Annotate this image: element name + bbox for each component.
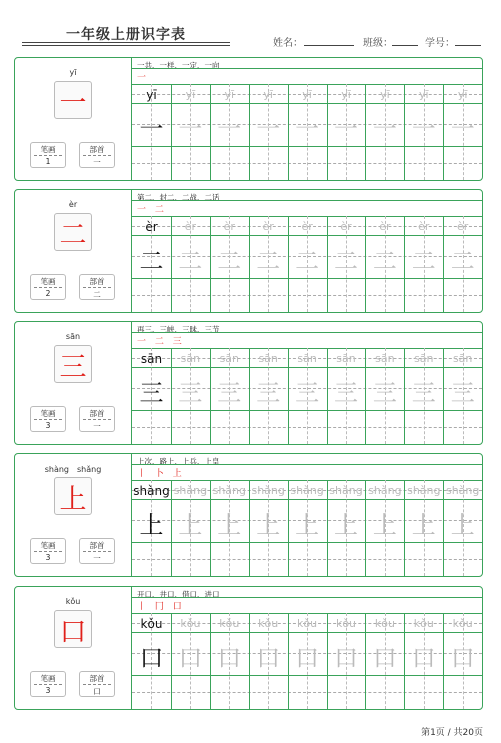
- stroke-order: 丨 冂 口: [137, 602, 185, 612]
- stroke-label: 笔画: [40, 674, 56, 683]
- example-words: 再三、三峡、三昧、三节: [137, 325, 220, 334]
- practice-pinyin: kǒu: [219, 617, 240, 630]
- char-display-box: [54, 477, 92, 515]
- main-character: 口: [59, 616, 87, 648]
- practice-pinyin: kǒu: [180, 617, 201, 630]
- practice-pinyin: shàng: [445, 484, 480, 497]
- char-pinyin: shàng shǎng: [44, 465, 102, 474]
- practice-pinyin: shàng: [251, 484, 285, 497]
- radical-label: 部首: [89, 277, 105, 286]
- char-info-panel: [15, 190, 132, 312]
- stroke-count: 1: [45, 157, 51, 166]
- practice-pinyin: yī: [146, 88, 157, 102]
- practice-character[interactable]: 一: [217, 115, 242, 143]
- char-display-box: [54, 81, 92, 119]
- practice-pinyin: èr: [457, 220, 469, 233]
- practice-pinyin: yī: [341, 88, 351, 101]
- practice-character[interactable]: 上: [217, 511, 242, 539]
- practice-pinyin: kǒu: [297, 617, 318, 630]
- character-card: [14, 586, 483, 710]
- radical-label: 部首: [89, 674, 105, 683]
- practice-character[interactable]: 二: [217, 247, 242, 275]
- practice-character[interactable]: 三: [411, 379, 436, 407]
- practice-pinyin: kǒu: [335, 617, 357, 630]
- main-character: 一: [59, 87, 87, 119]
- practice-character[interactable]: 上: [295, 511, 320, 539]
- practice-character[interactable]: 一: [372, 115, 397, 143]
- practice-character[interactable]: 口: [450, 644, 475, 672]
- practice-pinyin: sān: [375, 352, 395, 365]
- practice-character[interactable]: 上: [139, 511, 164, 539]
- practice-pinyin: sān: [336, 352, 356, 365]
- practice-pinyin: shàng: [173, 484, 208, 497]
- stroke-label: 笔画: [40, 541, 56, 550]
- practice-character[interactable]: 口: [178, 644, 203, 672]
- name-field[interactable]: [304, 45, 354, 46]
- stroke-count-box: [30, 142, 66, 168]
- practice-character[interactable]: 上: [411, 511, 436, 539]
- title-underline-2: [22, 45, 230, 46]
- example-words: 第二、封二、二战、二话: [137, 193, 220, 202]
- practice-character[interactable]: 二: [450, 247, 475, 275]
- practice-character[interactable]: 一: [450, 115, 475, 143]
- practice-character[interactable]: 三: [139, 379, 164, 407]
- grid-line: [132, 200, 482, 201]
- practice-pinyin: èr: [340, 220, 352, 233]
- stroke-count: 2: [45, 289, 51, 298]
- practice-character[interactable]: 二: [256, 247, 281, 275]
- char-info-panel: [15, 587, 132, 709]
- practice-pinyin: èr: [262, 220, 274, 233]
- practice-character[interactable]: 口: [139, 644, 164, 672]
- practice-pinyin: yī: [224, 88, 235, 101]
- radical-value: 口: [93, 687, 101, 696]
- practice-character[interactable]: 一: [295, 115, 320, 143]
- practice-pinyin: sān: [219, 352, 240, 365]
- practice-character[interactable]: 三: [372, 379, 397, 407]
- practice-character[interactable]: 二: [334, 247, 358, 275]
- example-words: 开口、井口、借口、进口: [137, 590, 220, 599]
- radical-box: [79, 671, 115, 697]
- id-label: 学号：: [425, 38, 455, 49]
- radical-label: 部首: [89, 145, 105, 154]
- page-footer: 第1页 / 共20页: [421, 728, 483, 738]
- practice-pinyin: shàng: [329, 484, 363, 497]
- practice-pinyin: kǒu: [413, 617, 434, 630]
- practice-pinyin: yī: [457, 88, 468, 101]
- class-field[interactable]: [392, 45, 418, 46]
- worksheet-title: 一年级上册识字表: [66, 27, 186, 43]
- char-pinyin: sān: [65, 332, 81, 341]
- practice-character[interactable]: 三: [256, 379, 281, 407]
- stroke-order: 一: [137, 73, 150, 83]
- char-info-panel: [15, 58, 132, 180]
- main-character: 三: [59, 351, 87, 383]
- stroke-label: 笔画: [40, 409, 56, 418]
- radical-value: 二: [93, 290, 101, 299]
- practice-pinyin: shàng: [407, 484, 441, 497]
- practice-character[interactable]: 二: [178, 247, 203, 275]
- practice-pinyin: sān: [414, 352, 434, 365]
- practice-pinyin: kǒu: [258, 617, 279, 630]
- practice-character[interactable]: 口: [256, 644, 281, 672]
- char-display-box: [54, 345, 92, 383]
- practice-character[interactable]: 口: [372, 644, 397, 672]
- practice-character[interactable]: 上: [178, 511, 203, 539]
- practice-pinyin: yī: [380, 88, 390, 101]
- char-pinyin: èr: [68, 200, 78, 209]
- practice-character[interactable]: 口: [334, 644, 358, 672]
- stroke-label: 笔画: [40, 145, 56, 154]
- char-info-panel: [15, 322, 132, 444]
- example-words: 一共、一样、一定、一向: [137, 61, 220, 70]
- practice-character[interactable]: 二: [411, 247, 436, 275]
- practice-pinyin: yī: [185, 88, 196, 101]
- stroke-order: 一 二: [137, 205, 167, 215]
- character-card: [14, 57, 483, 181]
- practice-pinyin: shàng: [133, 484, 170, 498]
- practice-pinyin: shàng: [368, 484, 402, 497]
- stroke-count: 3: [45, 686, 51, 695]
- practice-character[interactable]: 口: [217, 644, 242, 672]
- practice-character[interactable]: 三: [334, 379, 358, 407]
- grid-line: [132, 68, 482, 69]
- practice-character[interactable]: 口: [411, 644, 436, 672]
- practice-character[interactable]: 一: [178, 115, 203, 143]
- char-display-box: [54, 610, 92, 648]
- practice-character[interactable]: 上: [450, 511, 475, 539]
- char-pinyin: yī: [69, 68, 77, 77]
- character-card: [14, 321, 483, 445]
- character-card: [14, 189, 483, 313]
- char-pinyin: kǒu: [65, 597, 81, 606]
- char-display-box: [54, 213, 92, 251]
- grid-line: [132, 464, 482, 465]
- practice-pinyin: shàng: [290, 484, 324, 497]
- practice-pinyin: èr: [379, 220, 391, 233]
- practice-pinyin: yī: [263, 88, 273, 101]
- name-label: 姓名：: [273, 38, 303, 49]
- practice-pinyin: yī: [419, 88, 429, 101]
- practice-character[interactable]: 一: [139, 115, 164, 143]
- practice-character[interactable]: 三: [178, 379, 203, 407]
- stroke-order: 一 二 三: [137, 337, 185, 347]
- practice-pinyin: sān: [297, 352, 317, 365]
- id-field[interactable]: [455, 45, 481, 46]
- stroke-count-box: [30, 671, 66, 697]
- main-character: 上: [59, 483, 87, 515]
- practice-pinyin: kǒu: [374, 617, 395, 630]
- radical-box: [79, 274, 115, 300]
- class-label: 班级：: [363, 38, 393, 49]
- stroke-count: 3: [45, 421, 51, 430]
- practice-character[interactable]: 上: [256, 511, 281, 539]
- practice-pinyin: sān: [258, 352, 278, 365]
- stroke-count-box: [30, 538, 66, 564]
- practice-character[interactable]: 一: [334, 115, 358, 143]
- stroke-count-box: [30, 274, 66, 300]
- example-words: 上次、路上、上兵、上皇: [137, 457, 220, 466]
- practice-pinyin: sān: [140, 352, 163, 366]
- practice-character[interactable]: 上: [372, 511, 397, 539]
- radical-label: 部首: [89, 409, 105, 418]
- practice-character[interactable]: 口: [295, 644, 320, 672]
- main-character: 二: [59, 219, 87, 251]
- practice-pinyin: kǒu: [140, 617, 163, 631]
- stroke-count-box: [30, 406, 66, 432]
- radical-label: 部首: [89, 541, 105, 550]
- practice-pinyin: èr: [184, 220, 197, 233]
- character-card: [14, 453, 483, 577]
- grid-line: [132, 332, 482, 333]
- practice-pinyin: yī: [302, 88, 312, 101]
- radical-box: [79, 142, 115, 168]
- practice-pinyin: èr: [301, 220, 313, 233]
- stroke-order: 丨 卜 上: [137, 469, 185, 479]
- practice-pinyin: kǒu: [452, 617, 473, 630]
- grid-line: [132, 597, 482, 598]
- practice-character[interactable]: 三: [217, 379, 242, 407]
- radical-value: 一: [93, 422, 101, 431]
- radical-value: 一: [93, 554, 101, 563]
- practice-pinyin: èr: [145, 220, 158, 234]
- practice-character[interactable]: 一: [256, 115, 281, 143]
- practice-character[interactable]: 一: [411, 115, 436, 143]
- practice-character[interactable]: 二: [372, 247, 397, 275]
- practice-character[interactable]: 三: [450, 379, 475, 407]
- radical-box: [79, 538, 115, 564]
- practice-character[interactable]: 三: [295, 379, 320, 407]
- practice-pinyin: sān: [180, 352, 201, 365]
- practice-character[interactable]: 二: [295, 247, 320, 275]
- char-info-panel: [15, 454, 132, 576]
- practice-character[interactable]: 二: [139, 247, 164, 275]
- radical-value: 一: [93, 158, 101, 167]
- stroke-label: 笔画: [40, 277, 56, 286]
- practice-character[interactable]: 上: [334, 511, 358, 539]
- stroke-count: 3: [45, 553, 51, 562]
- practice-pinyin: sān: [452, 352, 473, 365]
- practice-pinyin: shàng: [212, 484, 246, 497]
- practice-pinyin: èr: [223, 220, 235, 233]
- practice-pinyin: èr: [418, 220, 430, 233]
- title-underline: [22, 42, 230, 43]
- radical-box: [79, 406, 115, 432]
